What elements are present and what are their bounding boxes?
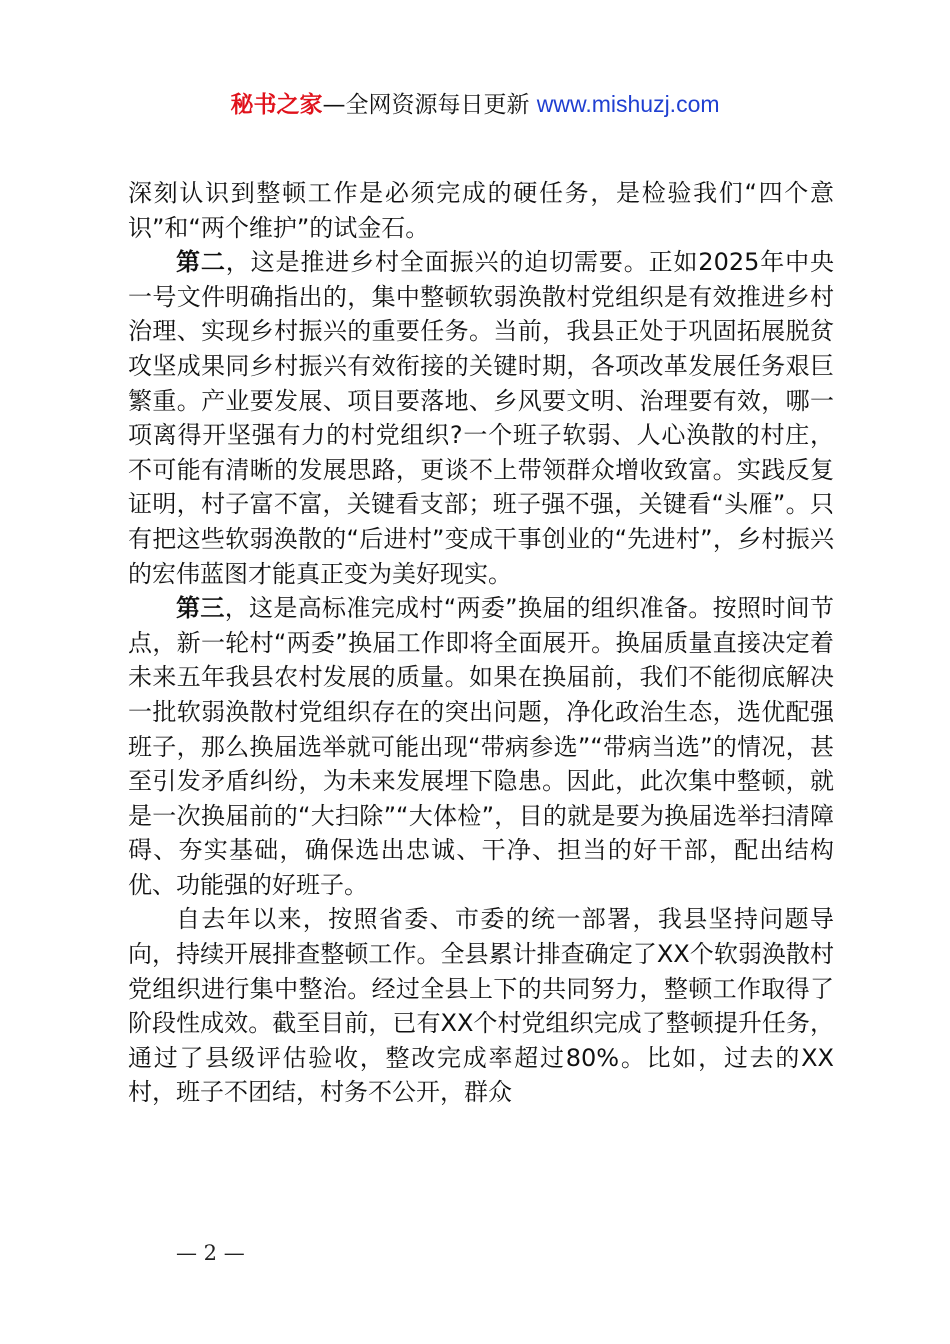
paragraph-text: 深刻认识到整顿工作是必须完成的硬任务，是检验我们“四个意识”和“两个维护”的试金石。 bbox=[128, 179, 834, 242]
paragraph-text: ，这是推进乡村全面振兴的迫切需要。正如2025年中央一号文件明确指出的，集中整顿软弱涣散村党组织是有效推进乡村治理、实现乡村振兴的重要任务。当前，我县正处于巩固拓展脱贫攻坚成果同乡村振兴有效衔接的关键时期，各项改革发展任务艰巨繁重。产业要发展、项目要落地、乡风要文明、治理要有效，哪一项离得开坚强有力的村党组织?一个班子软弱、人心涣散的村庄，不可能有清晰的发展思路，更谈不上带领群众增收致富。实践反复证明，村子富不富，关键看支部；班子强不强，关键看“头雁”。只有把这些软弱涣散的“后进村”变成干事创业的“先进村”，乡村振兴的宏伟蓝图才能真正变为美好现实。 bbox=[128, 248, 835, 588]
document-header bbox=[0, 88, 950, 121]
paragraph-third bbox=[128, 591, 834, 902]
paragraph-text: ，这是高标准完成村“两委”换届的组织准备。按照时间节点，新一轮村“两委”换届工作即将全面展开。换届质量直接决定着未来五年我县农村发展的质量。如果在换届前，我们不能彻底解决一批软弱涣散村党组织存在的突出问题，净化政治生态，选优配强班子，那么换届选举就可能出现“带病参选”“带病当选”的情况，甚至引发矛盾纠纷，为未来发展埋下隐患。因此，此次集中整顿，就是一次换届前的“大扫除”“大体检”，目的就是要为换届选举扫清障碍、夯实基础，确保选出忠诚、干净、担当的好干部，配出结构优、功能强的好班子。 bbox=[128, 594, 835, 899]
header-brand: 秘书之家 bbox=[230, 92, 323, 118]
paragraph-continuation bbox=[128, 176, 834, 245]
page-number: — 2 — bbox=[176, 1241, 245, 1265]
paragraph-lead: 第二 bbox=[176, 248, 226, 277]
paragraph-second bbox=[128, 245, 834, 591]
paragraph-lead: 第三 bbox=[176, 594, 225, 623]
paragraph-text: 自去年以来，按照省委、市委的统一部署，我县坚持问题导向，持续开展排查整顿工作。全县累计排查确定了XX个软弱涣散村党组织进行集中整治。经过全县上下的共同努力，整顿工作取得了阶段性成效。截至目前，已有XX个村党组织完成了整顿提升任务，通过了县级评估验收，整改完成率超过80%。比如，过去的XX村，班子不团结，村务不公开，群众 bbox=[128, 905, 834, 1107]
document-body bbox=[128, 176, 834, 1110]
paragraph-progress bbox=[128, 902, 834, 1110]
header-tagline: —全网资源每日更新 bbox=[322, 92, 530, 118]
header-url[interactable]: www.mishuzj.com bbox=[536, 91, 720, 117]
